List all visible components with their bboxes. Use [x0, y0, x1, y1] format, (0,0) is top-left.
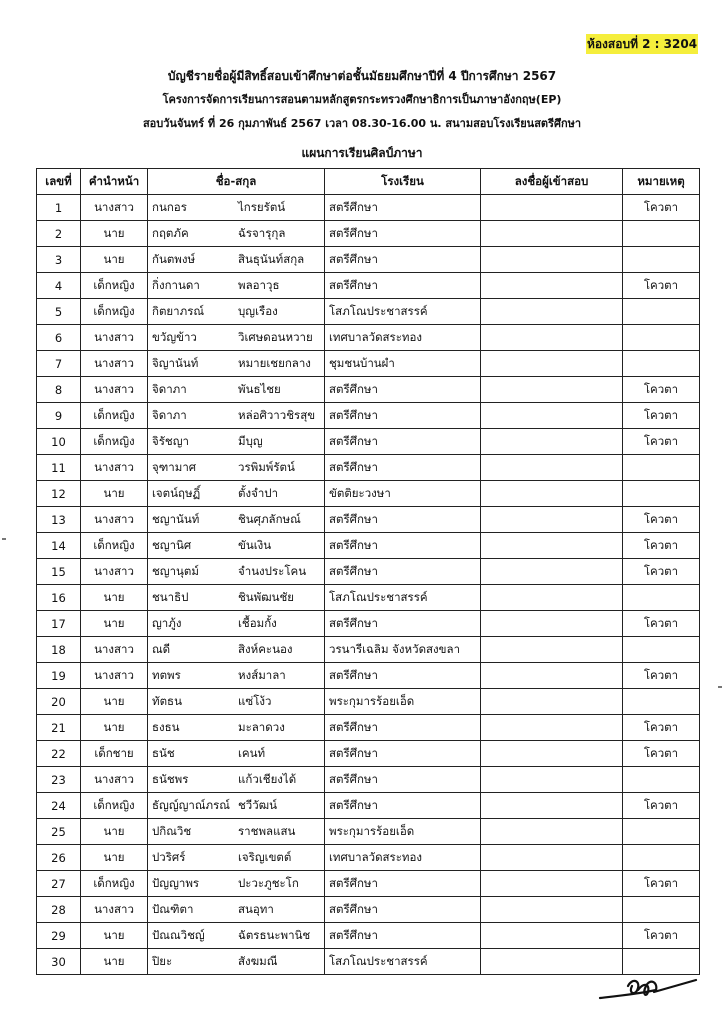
table-row [37, 715, 700, 741]
row-full-name [148, 325, 325, 351]
row-signature-cell[interactable] [481, 767, 623, 793]
row-remark [623, 689, 700, 715]
row-prefix: เด็กหญิง [81, 533, 148, 559]
row-school: สตรีศึกษา [325, 741, 481, 767]
last-name: ชินพัฒนชัย [238, 589, 295, 604]
last-name: สินธุนันท์สกุล [238, 251, 305, 266]
row-full-name [148, 507, 325, 533]
first-name: ขวัญข้าว [152, 329, 197, 344]
row-signature-cell[interactable] [481, 871, 623, 897]
first-name: ญาภู้ง [152, 615, 182, 630]
row-school: สตรีศึกษา [325, 663, 481, 689]
first-name: จิดาภา [152, 407, 187, 422]
first-name: ปัณณวิชญ์ [152, 927, 205, 942]
row-school: สตรีศึกษา [325, 429, 481, 455]
row-prefix: เด็กหญิง [81, 429, 148, 455]
row-prefix: นาย [81, 585, 148, 611]
row-remark [623, 221, 700, 247]
first-name: กิตยาภรณ์ [152, 303, 205, 318]
row-full-name [148, 247, 325, 273]
last-name: แซ่โง้ว [238, 693, 272, 708]
last-name: ขันเงิน [238, 537, 272, 552]
row-school: สตรีศึกษา [325, 767, 481, 793]
row-signature-cell[interactable] [481, 689, 623, 715]
first-name: ธงธน [152, 719, 180, 734]
last-name: หมายเชยกลาง [238, 355, 311, 370]
row-full-name [148, 377, 325, 403]
row-prefix: นางสาว [81, 455, 148, 481]
row-school: สตรีศึกษา [325, 221, 481, 247]
row-number: 12 [37, 481, 81, 507]
row-school: สตรีศึกษา [325, 247, 481, 273]
table-row [37, 741, 700, 767]
last-name: ราชพลแสน [238, 823, 296, 838]
row-number: 3 [37, 247, 81, 273]
row-number: 7 [37, 351, 81, 377]
row-full-name [148, 845, 325, 871]
row-school: วรนารีเฉลิม จังหวัดสงขลา [325, 637, 481, 663]
row-number: 21 [37, 715, 81, 741]
row-prefix: นาย [81, 611, 148, 637]
row-prefix: นาย [81, 845, 148, 871]
table-row [37, 273, 700, 299]
last-name: มีบุญ [238, 433, 263, 448]
row-full-name [148, 273, 325, 299]
row-prefix: นางสาว [81, 195, 148, 221]
first-name: ธนัช [152, 745, 175, 760]
table-header-row [37, 169, 700, 195]
row-full-name [148, 533, 325, 559]
last-name: เชื้อมกั้ง [238, 615, 277, 630]
row-signature-cell[interactable] [481, 559, 623, 585]
table-row [37, 585, 700, 611]
table-row [37, 923, 700, 949]
row-full-name [148, 637, 325, 663]
row-school: สตรีศึกษา [325, 559, 481, 585]
row-remark [623, 455, 700, 481]
table-row [37, 533, 700, 559]
row-full-name [148, 429, 325, 455]
table-row [37, 897, 700, 923]
table-row [37, 559, 700, 585]
first-name: ชญานันท์ [152, 511, 200, 526]
row-number: 9 [37, 403, 81, 429]
row-remark [623, 247, 700, 273]
first-name: กันตพงษ์ [152, 251, 196, 266]
table-row [37, 403, 700, 429]
first-name: กิ่งกานดา [152, 277, 200, 292]
row-remark [623, 897, 700, 923]
last-name: มะลาดวง [238, 719, 285, 734]
exam-date-location: สอบวันจันทร์ ที่ 26 กุมภาพันธ์ 2567 เวลา 08.30-16.00 น. สนามสอบโรงเรียนสตรีศึกษา [142, 117, 582, 130]
header-prefix: คำนำหน้า [81, 169, 148, 195]
header-full-name: ชื่อ-สกุล [148, 169, 325, 195]
row-remark [623, 637, 700, 663]
row-number: 25 [37, 819, 81, 845]
row-signature-cell[interactable] [481, 377, 623, 403]
first-name: ปกิณวิช [152, 823, 192, 838]
row-prefix: นางสาว [81, 767, 148, 793]
row-full-name [148, 195, 325, 221]
row-signature-cell[interactable] [481, 585, 623, 611]
row-school: พระกุมารร้อยเอ็ด [325, 819, 481, 845]
row-prefix: นาย [81, 481, 148, 507]
last-name: ชินศุภลักษณ์ [238, 511, 301, 526]
room-number-badge: ห้องสอบที่ 2 : 3204 [586, 34, 698, 54]
row-prefix: นาย [81, 715, 148, 741]
row-signature-cell[interactable] [481, 741, 623, 767]
row-prefix: นาย [81, 221, 148, 247]
row-prefix: เด็กหญิง [81, 871, 148, 897]
last-name: บุญเรือง [238, 303, 278, 318]
row-signature-cell[interactable] [481, 793, 623, 819]
last-name: หล่อศิวาวชิรสุข [238, 407, 316, 422]
row-school: สตรีศึกษา [325, 897, 481, 923]
row-school: เทศบาลวัดสระทอง [325, 325, 481, 351]
row-number: 11 [37, 455, 81, 481]
row-number: 2 [37, 221, 81, 247]
row-remark [623, 819, 700, 845]
first-name: ธัญญ์ญาณ์ภรณ์ [152, 797, 230, 812]
row-prefix: นาย [81, 819, 148, 845]
row-full-name [148, 871, 325, 897]
last-name: สนอุทา [238, 901, 274, 916]
row-school: สตรีศึกษา [325, 611, 481, 637]
row-school: เทศบาลวัดสระทอง [325, 845, 481, 871]
table-row [37, 637, 700, 663]
row-remark [623, 767, 700, 793]
row-number: 10 [37, 429, 81, 455]
last-name: แก้วเชียงได้ [238, 771, 297, 786]
row-remark: โควตา [623, 429, 700, 455]
first-name: จิดาภา [152, 381, 187, 396]
table-row [37, 663, 700, 689]
row-signature-cell[interactable] [481, 897, 623, 923]
row-school: โสภโณประชาสรรค์ [325, 299, 481, 325]
table-row [37, 793, 700, 819]
row-signature-cell[interactable] [481, 273, 623, 299]
row-full-name [148, 793, 325, 819]
first-name: ชญานิศ [152, 537, 192, 552]
row-signature-cell[interactable] [481, 611, 623, 637]
row-signature-cell[interactable] [481, 247, 623, 273]
last-name: ชวีวัฒน์ [238, 797, 277, 812]
row-school: พระกุมารร้อยเอ็ด [325, 689, 481, 715]
table-row [37, 429, 700, 455]
row-remark [623, 299, 700, 325]
document-header [0, 64, 724, 136]
row-school: ชุมชนบ้านผำ [325, 351, 481, 377]
table-row [37, 455, 700, 481]
row-school: สตรีศึกษา [325, 507, 481, 533]
row-number: 15 [37, 559, 81, 585]
first-name: จุฑามาศ [152, 459, 197, 474]
row-number: 1 [37, 195, 81, 221]
header-signature: ลงชื่อผู้เข้าสอบ [481, 169, 623, 195]
row-number: 20 [37, 689, 81, 715]
row-number: 26 [37, 845, 81, 871]
row-school: สตรีศึกษา [325, 455, 481, 481]
first-name: ทัตธน [152, 693, 182, 708]
table-row [37, 871, 700, 897]
row-prefix: เด็กหญิง [81, 299, 148, 325]
row-signature-cell[interactable] [481, 533, 623, 559]
row-full-name [148, 897, 325, 923]
row-prefix: นาย [81, 689, 148, 715]
table-row [37, 819, 700, 845]
last-name: ไกรยรัตน์ [238, 199, 286, 214]
row-remark: โควตา [623, 871, 700, 897]
row-remark: โควตา [623, 403, 700, 429]
last-name: สังฆมณี [238, 953, 278, 968]
row-school: สตรีศึกษา [325, 793, 481, 819]
first-name: จิญานันท์ [152, 355, 199, 370]
row-prefix: เด็กหญิง [81, 273, 148, 299]
row-school: สตรีศึกษา [325, 403, 481, 429]
row-signature-cell[interactable] [481, 429, 623, 455]
last-name: จำนงประโคน [238, 563, 307, 578]
first-name: ปัญญาพร [152, 875, 200, 890]
row-signature-cell[interactable] [481, 195, 623, 221]
row-prefix: นางสาว [81, 559, 148, 585]
row-full-name [148, 689, 325, 715]
row-remark: โควตา [623, 377, 700, 403]
header-number: เลขที่ [37, 169, 81, 195]
row-remark [623, 845, 700, 871]
row-remark [623, 325, 700, 351]
row-school: สตรีศึกษา [325, 273, 481, 299]
row-signature-cell[interactable] [481, 819, 623, 845]
row-remark [623, 585, 700, 611]
first-name: ชนาธิป [152, 589, 189, 604]
first-name: จิรัชญา [152, 433, 189, 448]
table-row [37, 325, 700, 351]
first-name: ธนัชพร [152, 771, 189, 786]
row-signature-cell[interactable] [481, 299, 623, 325]
row-remark: โควตา [623, 663, 700, 689]
row-number: 16 [37, 585, 81, 611]
last-name: สิงห์คะนอง [238, 641, 293, 656]
table-row [37, 221, 700, 247]
row-signature-cell[interactable] [481, 221, 623, 247]
last-name: หงส์มาลา [238, 667, 286, 682]
row-prefix: นาย [81, 923, 148, 949]
scan-margin-mark [718, 686, 722, 688]
header-remark: หมายเหตุ [623, 169, 700, 195]
row-number: 4 [37, 273, 81, 299]
row-number: 14 [37, 533, 81, 559]
row-prefix: นางสาว [81, 377, 148, 403]
row-full-name [148, 221, 325, 247]
row-remark [623, 481, 700, 507]
row-number: 19 [37, 663, 81, 689]
last-name: ฉัรจารุกุล [238, 225, 286, 240]
row-prefix: นางสาว [81, 325, 148, 351]
header-school: โรงเรียน [325, 169, 481, 195]
table-row [37, 767, 700, 793]
row-prefix: นางสาว [81, 897, 148, 923]
candidate-table [36, 168, 700, 975]
scan-margin-mark [2, 538, 6, 540]
table-row [37, 507, 700, 533]
row-full-name [148, 767, 325, 793]
table-row [37, 611, 700, 637]
first-name: ชญานุตม์ [152, 563, 199, 578]
row-prefix: เด็กหญิง [81, 793, 148, 819]
row-prefix: นาย [81, 949, 148, 975]
row-signature-cell[interactable] [481, 663, 623, 689]
row-full-name [148, 949, 325, 975]
row-signature-cell[interactable] [481, 403, 623, 429]
row-signature-cell[interactable] [481, 351, 623, 377]
row-full-name [148, 455, 325, 481]
row-signature-cell[interactable] [481, 507, 623, 533]
last-name: พันธไชย [238, 381, 281, 396]
table-row [37, 377, 700, 403]
row-full-name [148, 923, 325, 949]
last-name: เคนท์ [238, 745, 266, 760]
row-school: สตรีศึกษา [325, 923, 481, 949]
row-prefix: นางสาว [81, 663, 148, 689]
row-remark: โควตา [623, 559, 700, 585]
row-school: โสภโณประชาสรรค์ [325, 949, 481, 975]
row-remark: โควตา [623, 923, 700, 949]
table-row [37, 481, 700, 507]
row-remark: โควตา [623, 507, 700, 533]
row-remark: โควตา [623, 793, 700, 819]
row-number: 8 [37, 377, 81, 403]
row-number: 18 [37, 637, 81, 663]
row-school: สตรีศึกษา [325, 377, 481, 403]
row-number: 13 [37, 507, 81, 533]
row-prefix: นาย [81, 247, 148, 273]
row-full-name [148, 715, 325, 741]
last-name: ฉัตรธนะพานิช [238, 927, 311, 942]
last-name: วรพิมพ์รัตน์ [238, 459, 295, 474]
row-number: 29 [37, 923, 81, 949]
first-name: กนกอร [152, 199, 187, 214]
program-title: โครงการจัดการเรียนการสอนตามหลักสูตรกระทรวงศึกษาธิการเป็นภาษาอังกฤษ(EP) [162, 93, 562, 106]
row-number: 30 [37, 949, 81, 975]
row-remark: โควตา [623, 611, 700, 637]
row-full-name [148, 611, 325, 637]
row-full-name [148, 299, 325, 325]
row-signature-cell[interactable] [481, 481, 623, 507]
first-name: ณดี [152, 641, 171, 656]
table-row [37, 351, 700, 377]
last-name: พลอาวุธ [238, 277, 280, 292]
row-school: สตรีศึกษา [325, 715, 481, 741]
first-name: ปิยะ [152, 953, 173, 968]
table-row [37, 247, 700, 273]
row-prefix: นางสาว [81, 507, 148, 533]
row-remark: โควตา [623, 273, 700, 299]
row-full-name [148, 741, 325, 767]
row-number: 6 [37, 325, 81, 351]
first-name: เจตน์ฤษฏิ์ [152, 485, 201, 500]
row-remark: โควตา [623, 741, 700, 767]
row-prefix: นางสาว [81, 351, 148, 377]
row-signature-cell[interactable] [481, 637, 623, 663]
row-remark: โควตา [623, 195, 700, 221]
last-name: วิเศษดอนหวาย [238, 329, 313, 344]
row-number: 22 [37, 741, 81, 767]
row-full-name [148, 403, 325, 429]
row-prefix: นางสาว [81, 637, 148, 663]
first-name: ปัณฑิตา [152, 901, 194, 916]
row-number: 23 [37, 767, 81, 793]
table-row [37, 299, 700, 325]
study-plan-label: แผนการเรียนศิลป์ภาษา [301, 146, 423, 160]
row-number: 17 [37, 611, 81, 637]
row-remark: โควตา [623, 533, 700, 559]
first-name: ปวริศร์ [152, 849, 186, 864]
row-signature-cell[interactable] [481, 455, 623, 481]
row-school: สตรีศึกษา [325, 871, 481, 897]
row-signature-cell[interactable] [481, 325, 623, 351]
table-body [37, 195, 700, 975]
row-number: 24 [37, 793, 81, 819]
row-prefix: เด็กหญิง [81, 403, 148, 429]
last-name: ตั้งจำปา [238, 485, 279, 500]
row-remark [623, 351, 700, 377]
row-full-name [148, 663, 325, 689]
row-school: สตรีศึกษา [325, 533, 481, 559]
signature-mark [598, 968, 698, 1008]
row-full-name [148, 481, 325, 507]
row-signature-cell[interactable] [481, 845, 623, 871]
row-prefix: เด็กชาย [81, 741, 148, 767]
table-row [37, 195, 700, 221]
row-school: โสภโณประชาสรรค์ [325, 585, 481, 611]
document-title: บัญชีรายชื่อผู้มีสิทธิ์สอบเข้าศึกษาต่อชั้นมัธยมศึกษาปีที่ 4 ปีการศึกษา 2567 [167, 69, 557, 83]
row-signature-cell[interactable] [481, 715, 623, 741]
row-full-name [148, 559, 325, 585]
row-full-name [148, 819, 325, 845]
last-name: ปะวะภูชะโก [238, 875, 299, 890]
row-number: 27 [37, 871, 81, 897]
row-remark: โควตา [623, 715, 700, 741]
first-name: ทตพร [152, 667, 181, 682]
table-row [37, 845, 700, 871]
row-full-name [148, 351, 325, 377]
row-full-name [148, 585, 325, 611]
last-name: เจริญเขตต์ [238, 849, 292, 864]
row-signature-cell[interactable] [481, 923, 623, 949]
table-row [37, 689, 700, 715]
first-name: กฤตภัค [152, 225, 189, 240]
row-number: 5 [37, 299, 81, 325]
row-number: 28 [37, 897, 81, 923]
row-school: สตรีศึกษา [325, 195, 481, 221]
row-school: ขัตติยะวงษา [325, 481, 481, 507]
